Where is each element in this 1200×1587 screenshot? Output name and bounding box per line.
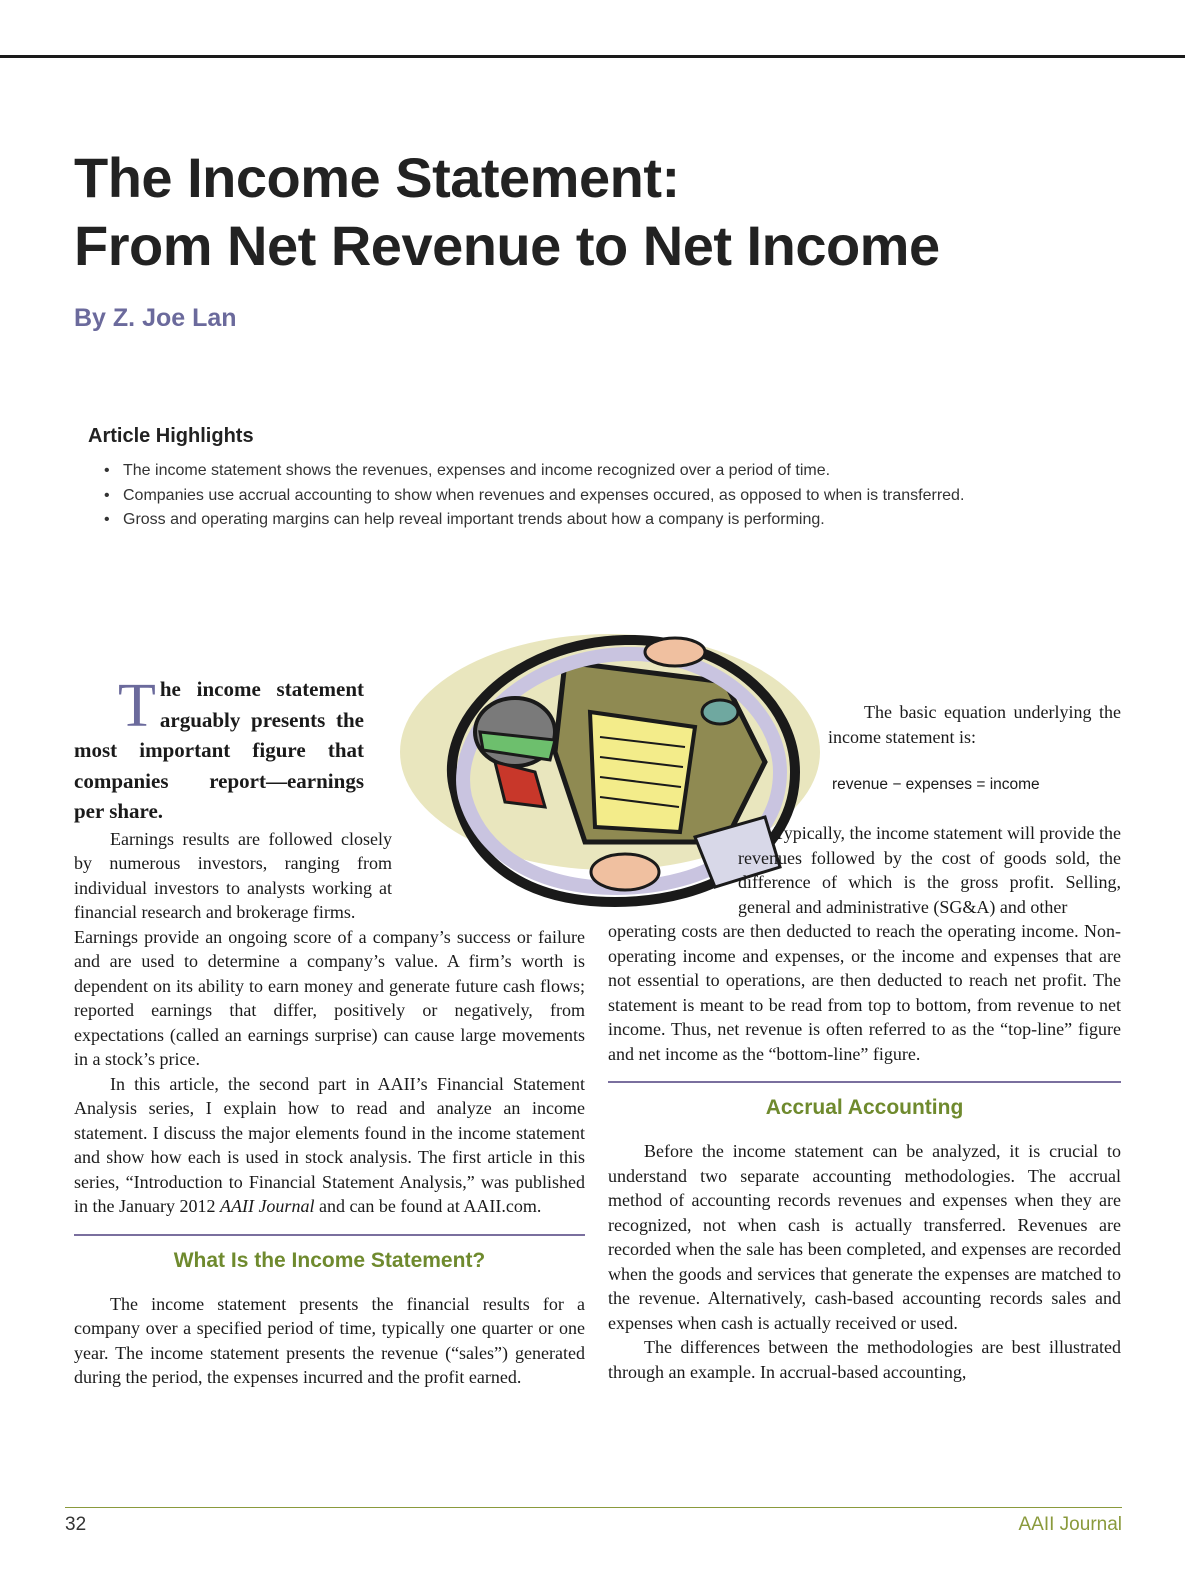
hand-right [645, 638, 705, 666]
right-column [608, 700, 1121, 1384]
title-line-2: From Net Revenue to Net Income [74, 214, 940, 277]
highlight-item: • Gross and operating margins can help reveal important trends about how a company is performing. [104, 508, 964, 533]
highlight-item: • Companies use accrual accounting to show when revenues and expenses occured, as opposed to when is transferred. [104, 484, 964, 509]
drop-cap: T [118, 672, 156, 740]
section-divider [74, 1234, 585, 1236]
paragraph-typical-b: operating costs are then deducted to reach the operating income. Non-operating income and expenses, or the income and expenses that are not essential to operations, are then deducted to reach net profit. The statement is meant to be read from top to bottom, from revenue to net income. Thus, net revenue is often referred to as the “top-line” figure and net income as the “bottom-line” figure. [608, 921, 1121, 1064]
page-number: 32 [65, 1514, 87, 1535]
paragraph-equation-intro: The basic equation underlying the income statement is: [828, 702, 1121, 747]
byline: By Z. Joe Lan [74, 304, 237, 332]
paragraph-earnings-b: Earnings provide an ongoing score of a company’s success or failure and are used to determine a company’s value. A firm’s worth is dependent on its ability to earn money and generate future cash flows; reported earnings that differ, positively or negatively, from expectations (called an earnings surprise) can cause large movements in a stock’s price. [74, 926, 585, 1069]
section-divider [608, 1081, 1121, 1083]
section-heading-accrual: Accrual Accounting [765, 1096, 964, 1119]
income-equation: revenue − expenses = income [832, 776, 1040, 793]
highlights-list [104, 459, 964, 533]
highlights-heading: Article Highlights [88, 425, 254, 447]
journal-reference: AAII Journal [219, 1196, 315, 1216]
top-rule [0, 55, 1185, 58]
left-column [74, 674, 585, 1390]
series-text-b: and can be found at AAII.com. [318, 1196, 542, 1216]
series-text-a: In this article, the second part in AAII’s Financial Statement Analysis series, I explain how to read and analyze an income statement. I discuss the major elements found in the income statement and show how each is used in stock analysis. The first article in this series, “Introduction to Financial Statement Analysis,” was published in the January 2012 [74, 1073, 585, 1216]
lead-paragraph [74, 674, 364, 827]
paragraph-typical-a: Typically, the income statement will provide the revenues followed by the cost of goods sold, the difference of which is the gross profit. Selling, general and administrative (SG&A) and other [738, 823, 1121, 917]
paragraph-earnings-a: Earnings results are followed closely by numerous investors, ranging from individual investors to analysts working at financial research and brokerage firms. [74, 828, 392, 922]
section-heading-income-statement: What Is the Income Statement? [173, 1248, 486, 1272]
paragraph-differences: The differences between the methodologies are best illustrated through an example. In accrual-based accounting, [608, 1337, 1121, 1382]
lead-text: he income statement arguably presents the most important figure that companies report—earnings per share. [74, 677, 364, 823]
highlight-item: • The income statement shows the revenues, expenses and income recognized over a period of time. [104, 459, 964, 484]
paragraph-accrual: Before the income statement can be analyzed, it is crucial to understand two separate accounting methodologies. The accrual method of accounting records revenues and expenses when they are recognized, not when cash is actually transferred. Revenues are recorded when the sale has been completed, and expenses are recorded when the goods and services that generate the expenses are matched to the revenue. Alternatively, cash-based accounting records sales and expenses when cash is actually received or used. [608, 1141, 1121, 1333]
footer-rule [65, 1507, 1122, 1508]
paragraph-series [74, 1072, 585, 1219]
article-title [74, 144, 940, 280]
paragraph-definition: The income statement presents the financial results for a company over a specified period of time, typically one quarter or one year. The income statement presents the revenue (“sales”) generated during the period, the expenses incurred and the profit earned. [74, 1293, 585, 1387]
journal-name: AAII Journal [1018, 1514, 1122, 1535]
title-line-1: The Income Statement: [74, 146, 680, 209]
